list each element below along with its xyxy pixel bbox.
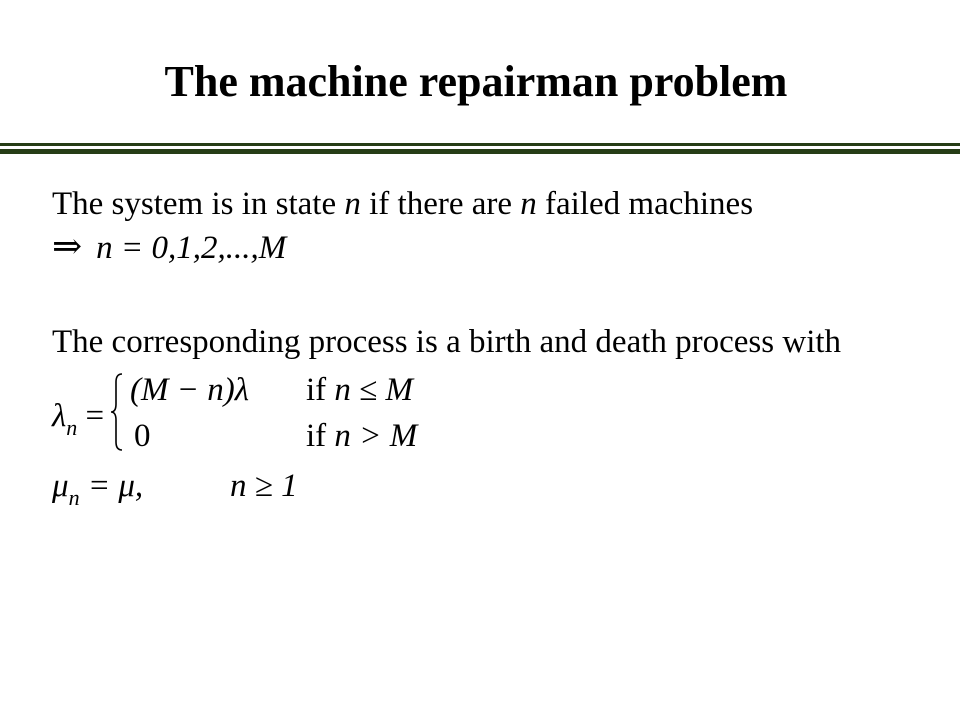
state-definition-line <box>52 184 753 224</box>
case1-if-word: if <box>306 372 335 408</box>
title-divider-thin <box>0 143 960 146</box>
lambda-case1-condition <box>306 370 413 410</box>
case2-condition-expr: n > M <box>334 418 418 454</box>
state-text-1: The system is in state <box>52 186 345 222</box>
state-text-3: failed machines <box>536 186 754 222</box>
state-var-n-2: n <box>520 186 537 222</box>
lambda-subscript: n <box>66 415 78 440</box>
lambda-case2-condition <box>306 416 417 456</box>
lambda-equals: = <box>77 398 105 434</box>
implies-line <box>52 226 286 268</box>
mu-rhs: = μ, <box>79 468 144 504</box>
lambda-case2-value: 0 <box>134 418 151 454</box>
case1-condition-expr: n ≤ M <box>334 372 414 408</box>
implies-arrow-icon: ⇒ <box>52 226 83 266</box>
lambda-symbol: λ <box>52 398 67 434</box>
process-description-line: The corresponding process is a birth and death process with <box>52 324 842 360</box>
cases-brace <box>110 372 124 452</box>
lambda-case1-value: (M − n)λ <box>130 372 250 408</box>
slide-title: The machine repairman problem <box>164 57 788 106</box>
state-range-expression: n = 0,1,2,...,M <box>96 230 287 266</box>
state-var-n-1: n <box>344 186 361 222</box>
state-text-2: if there are <box>360 186 521 222</box>
mu-condition <box>230 466 298 506</box>
case2-if-word: if <box>306 418 335 454</box>
mu-symbol: μ <box>52 468 69 504</box>
mu-definition <box>52 466 143 518</box>
title-divider-thick <box>0 149 960 154</box>
lambda-lhs <box>52 396 104 448</box>
mu-subscript: n <box>68 485 80 510</box>
mu-condition-expr: n ≥ 1 <box>230 468 298 504</box>
